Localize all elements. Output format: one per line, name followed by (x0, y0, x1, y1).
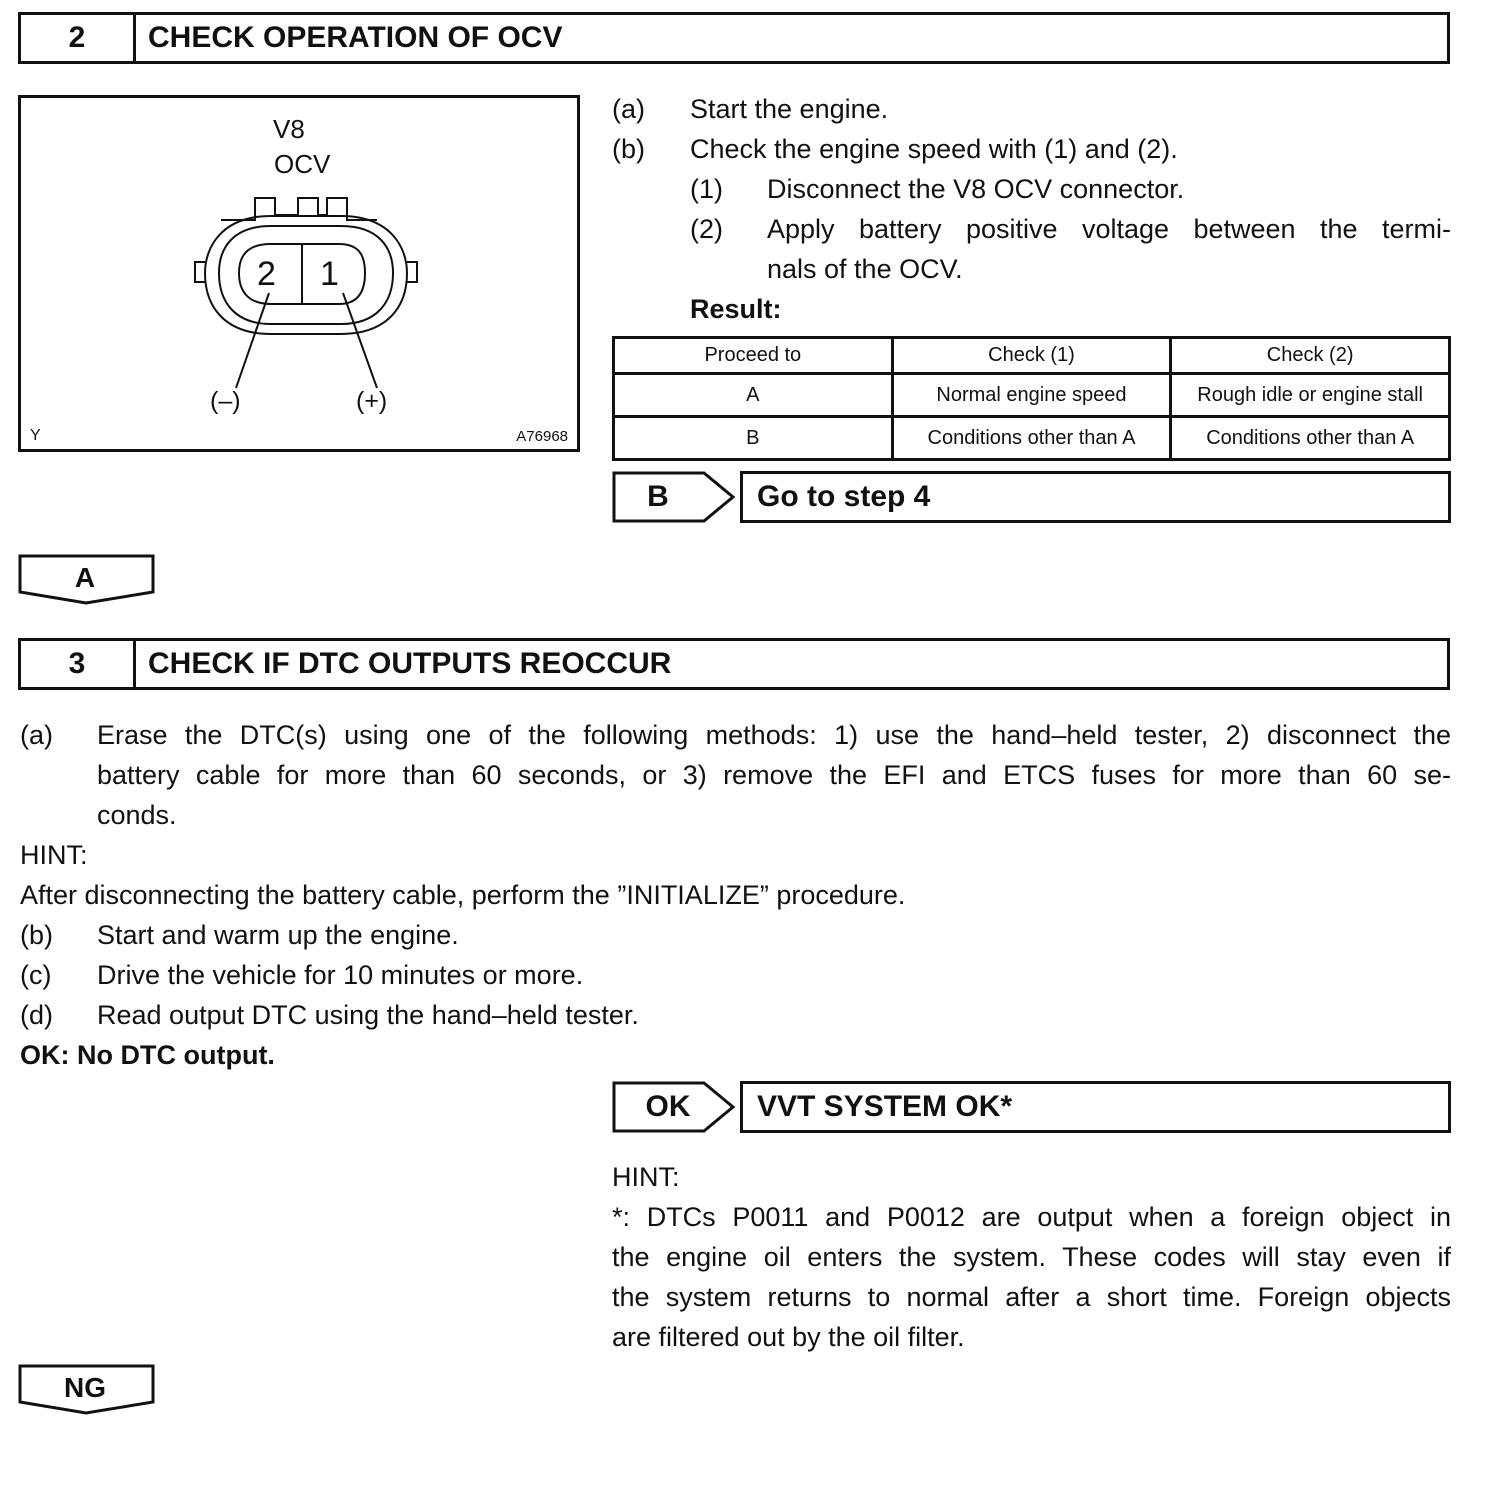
positive-terminal-label: (+) (356, 387, 388, 415)
step-number: 2 (21, 15, 136, 61)
positive-leader-line (343, 293, 377, 388)
table-row (614, 417, 1450, 460)
tab-a-label: A (74, 562, 96, 593)
branch-ok-label: OK (645, 1090, 691, 1123)
branch-ok-target: VVT SYSTEM OK* (740, 1081, 1451, 1133)
connector-housing-outer (205, 216, 407, 334)
step-3a-line1: Erase the DTC(s) using one of the following methods: 1) use the hand–held tester, 2) disconnect the (97, 720, 1451, 750)
step-3d-text: Read output DTC using the hand–held tester. (97, 1000, 639, 1030)
table-cell: Normal engine speed (892, 374, 1171, 417)
step-2a-marker: (a) (612, 94, 645, 124)
step-3a-line3: conds. (97, 800, 177, 830)
substep-1-marker: (1) (690, 174, 723, 204)
branch-b-label: B (647, 480, 669, 513)
table-cell: Conditions other than A (892, 417, 1171, 460)
negative-terminal-label: (–) (210, 387, 241, 415)
substep-1-text: Disconnect the V8 OCV connector. (767, 174, 1185, 204)
label-ocv: OCV (274, 149, 331, 179)
table-cell: A (614, 374, 893, 417)
step-title: CHECK IF DTC OUTPUTS REOCCUR (148, 647, 672, 680)
negative-leader-line (236, 293, 269, 388)
step-3c-marker: (c) (20, 960, 52, 990)
step-2b-text: Check the engine speed with (1) and (2). (690, 134, 1178, 164)
ocv-connector-diagram (18, 95, 580, 452)
table-cell: Conditions other than A (1171, 417, 1450, 460)
label-v8: V8 (273, 114, 305, 144)
table-cell: B (614, 417, 893, 460)
step-3d-marker: (d) (20, 1000, 53, 1030)
ok-criteria: OK: No DTC output. (20, 1040, 275, 1070)
result-label: Result: (690, 294, 782, 324)
connector-left-tab (195, 262, 205, 282)
hint2-line3: the system returns to normal after a short time. Foreign objects (612, 1282, 1451, 1312)
step-3a-line2: battery cable for more than 60 seconds, or 3) remove the EFI and ETCS fuses for more than 60 se- (97, 760, 1451, 790)
connector-right-tab (407, 262, 417, 282)
table-header-cell: Check (1) (892, 338, 1171, 374)
diagram-corner-code: Y (30, 427, 41, 444)
substep-2-line2: nals of the OCV. (767, 254, 963, 284)
step-3a-marker: (a) (20, 720, 53, 750)
hint2-line1: *: DTCs P0011 and P0012 are output when a foreign object in (612, 1202, 1451, 1232)
step-3b-text: Start and warm up the engine. (97, 920, 459, 950)
pin-1-label: 1 (320, 255, 339, 293)
hint2-label: HINT: (612, 1162, 680, 1192)
step-3c-text: Drive the vehicle for 10 minutes or more. (97, 960, 584, 990)
step-number: 3 (21, 641, 136, 687)
hint-label: HINT: (20, 840, 88, 870)
branch-b-target: Go to step 4 (740, 471, 1451, 523)
table-cell: Rough idle or engine stall (1171, 374, 1450, 417)
step-2b-marker: (b) (612, 134, 645, 164)
step-2a-text: Start the engine. (690, 94, 889, 124)
step-3b-marker: (b) (20, 920, 53, 950)
hint2-line4: are filtered out by the oil filter. (612, 1322, 965, 1352)
figure-id: A76968 (516, 428, 568, 445)
table-header-row (614, 338, 1450, 374)
hint2-line2: the engine oil enters the system. These codes will stay even if (612, 1242, 1451, 1272)
hint-text: After disconnecting the battery cable, perform the ”INITIALIZE” procedure. (20, 880, 906, 910)
step-title: CHECK OPERATION OF OCV (148, 21, 563, 54)
step-3-header (18, 638, 1450, 690)
table-header-cell: Check (2) (1171, 338, 1450, 374)
tab-ng-label: NG (64, 1372, 106, 1403)
pin-2-label: 2 (257, 255, 276, 293)
substep-2-line1: Apply battery positive voltage between the termi- (767, 214, 1451, 244)
substep-2-marker: (2) (690, 214, 723, 244)
connector-housing-inner (219, 226, 393, 324)
result-table (612, 336, 1451, 461)
table-row (614, 374, 1450, 417)
table-header-cell: Proceed to (614, 338, 893, 374)
step-2-header (18, 12, 1450, 64)
